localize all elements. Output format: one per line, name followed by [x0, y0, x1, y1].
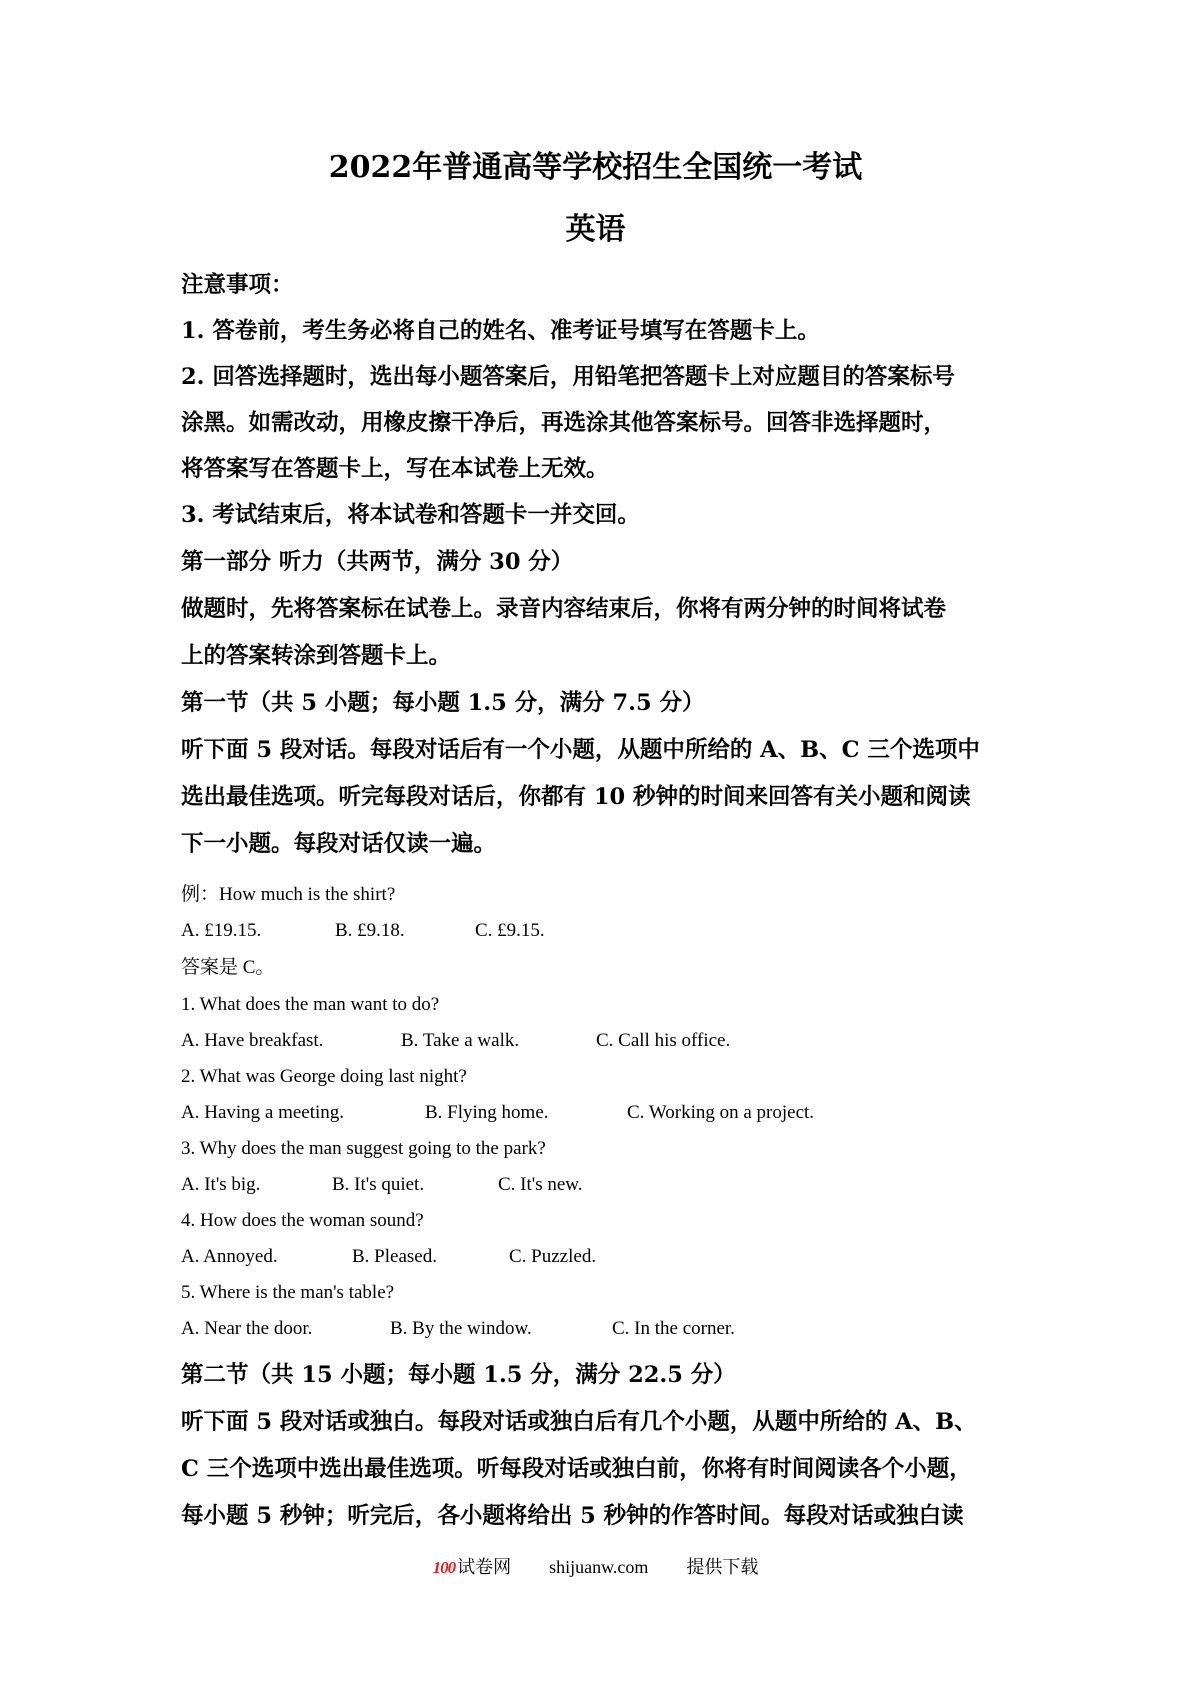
question-3: 3. Why does the man suggest going to the park?: [181, 1138, 546, 1159]
question-1-option-a: A. Have breakfast.: [181, 1030, 324, 1051]
footer-brand: 试卷网: [457, 1557, 512, 1577]
part1-heading: 第一部分 听力（共两节，满分 30 分）: [181, 549, 574, 575]
question-1-option-c: C. Call his office.: [596, 1030, 731, 1051]
question-2-options: [181, 1098, 1021, 1128]
footer-site-link[interactable]: shijuanw.com: [549, 1557, 649, 1577]
example-option-b: B. £9.18.: [335, 920, 405, 941]
question-3-options: [181, 1170, 1021, 1200]
section2-instruction-line-3: 每小题 5 秒钟；听完后，各小题将给出 5 秒钟的作答时间。每段对话或独白读: [181, 1503, 964, 1529]
question-5-option-c: C. In the corner.: [612, 1318, 735, 1339]
exam-subject: 英语: [565, 212, 626, 247]
part1-instruction-line-2: 上的答案转涂到答题卡上。: [181, 643, 452, 669]
question-2: 2. What was George doing last night?: [181, 1066, 467, 1087]
question-3-option-c: C. It's new.: [498, 1174, 583, 1195]
question-4-option-c: C. Puzzled.: [509, 1246, 597, 1267]
question-5-option-a: A. Near the door.: [181, 1318, 313, 1339]
notes-item-3: 3. 考试结束后，将本试卷和答题卡一并交回。: [181, 502, 640, 528]
notes-heading: 注意事项：: [181, 272, 294, 298]
question-4: 4. How does the woman sound?: [181, 1210, 424, 1231]
section1-heading: 第一节（共 5 小题；每小题 1.5 分，满分 7.5 分）: [181, 690, 705, 716]
notes-item-2-line-2: 涂黑。如需改动，用橡皮擦干净后，再选涂其他答案标号。回答非选择题时，: [181, 410, 947, 436]
question-3-option-a: A. It's big.: [181, 1174, 261, 1195]
question-3-option-b: B. It's quiet.: [332, 1174, 425, 1195]
notes-item-2-line-3: 将答案写在答题卡上，写在本试卷上无效。: [181, 456, 609, 482]
example-option-a: A. £19.15.: [181, 920, 262, 941]
site-logo-100: 100: [432, 1558, 456, 1577]
example-options: [181, 916, 1021, 946]
section2-instruction-line-1: 听下面 5 段对话或独白。每段对话或独白后有几个小题，从题中所给的 A、B、: [181, 1409, 977, 1435]
page-footer: [0, 1554, 1191, 1581]
footer-note: 提供下载: [686, 1557, 759, 1577]
example-option-c: C. £9.15.: [475, 920, 545, 941]
section2-heading: 第二节（共 15 小题；每小题 1.5 分，满分 22.5 分）: [181, 1362, 736, 1388]
question-2-option-b: B. Flying home.: [425, 1102, 549, 1123]
question-5: 5. Where is the man's table?: [181, 1282, 395, 1303]
question-2-option-a: A. Having a meeting.: [181, 1102, 345, 1123]
question-2-option-c: C. Working on a project.: [627, 1102, 815, 1123]
question-5-options: [181, 1314, 1021, 1344]
question-1-option-b: B. Take a walk.: [401, 1030, 520, 1051]
example-question: 例：How much is the shirt?: [181, 884, 396, 905]
question-1-options: [181, 1026, 1021, 1056]
question-5-option-b: B. By the window.: [390, 1318, 532, 1339]
notes-item-2-line-1: 2. 回答选择题时，选出每小题答案后，用铅笔把答题卡上对应题目的答案标号: [181, 364, 955, 390]
section1-instruction-line-2: 选出最佳选项。听完每段对话后，你都有 10 秒钟的时间来回答有关小题和阅读: [181, 784, 971, 810]
section1-instruction-line-1: 听下面 5 段对话。每段对话后有一个小题，从题中所给的 A、B、C 三个选项中: [181, 737, 980, 763]
example-answer: 答案是 C。: [181, 957, 275, 978]
question-4-option-a: A. Annoyed.: [181, 1246, 278, 1267]
section1-instruction-line-3: 下一小题。每段对话仅读一遍。: [181, 831, 497, 857]
notes-item-1: 1. 答卷前，考生务必将自己的姓名、准考证号填写在答题卡上。: [181, 318, 820, 344]
part1-instruction-line-1: 做题时，先将答案标在试卷上。录音内容结束后，你将有两分钟的时间将试卷: [181, 596, 947, 622]
question-4-option-b: B. Pleased.: [352, 1246, 437, 1267]
question-1: 1. What does the man want to do?: [181, 994, 440, 1015]
section2-instruction-line-2: C 三个选项中选出最佳选项。听每段对话或独白前，你将有时间阅读各个小题，: [181, 1456, 972, 1482]
question-4-options: [181, 1242, 1021, 1272]
exam-title: 2022年普通高等学校招生全国统一考试: [328, 150, 863, 185]
